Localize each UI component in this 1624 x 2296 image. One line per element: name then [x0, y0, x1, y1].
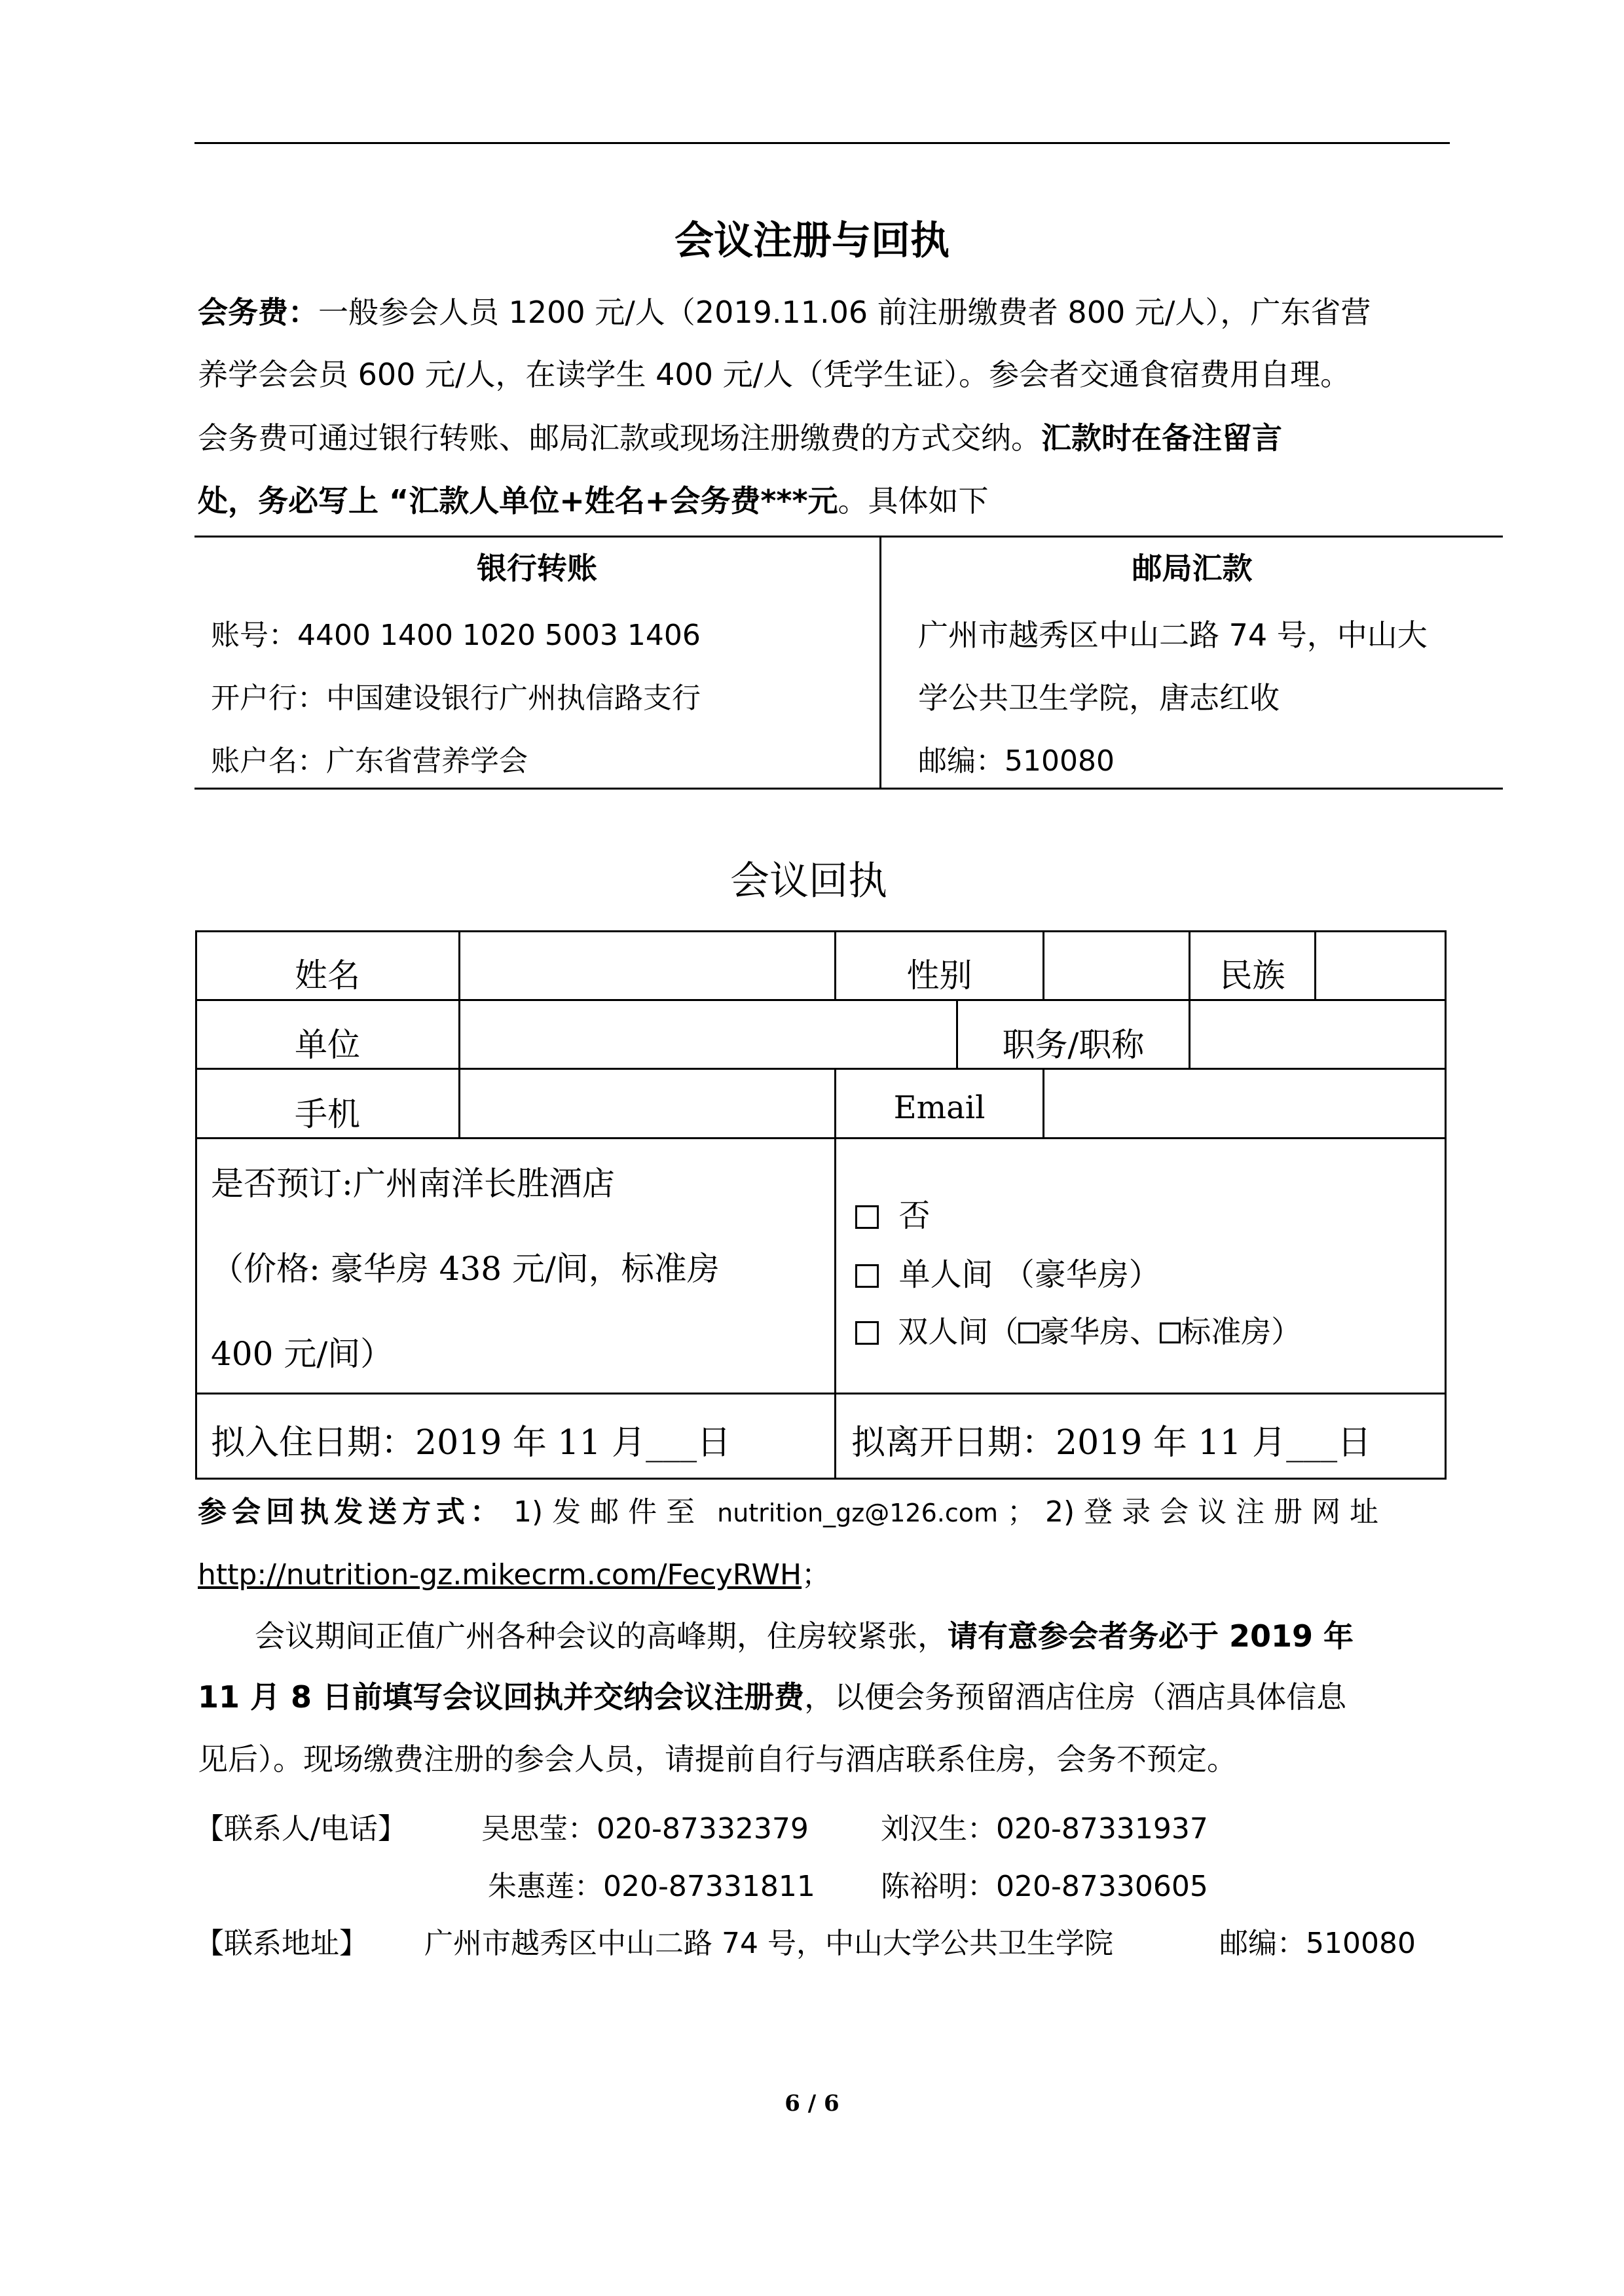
page-title: 会议注册与回执 [674, 218, 950, 264]
post-address-2: 学公共卫生学院，唐志红收 [918, 680, 1280, 716]
contact-2: 刘汉生：020-87331937 [881, 1812, 1208, 1846]
fee-line-3 [198, 419, 1282, 457]
contact-1: 吴思莹：020-87332379 [481, 1812, 809, 1846]
checkbox-deluxe[interactable] [1018, 1322, 1039, 1343]
payment-table-bottom [194, 788, 1503, 790]
ethnicity-field[interactable] [1316, 932, 1445, 999]
send-method-part1: 1) 发 邮 件 至 [513, 1495, 695, 1529]
fee-text-3b: 汇款时在备注留言 [1041, 420, 1282, 456]
fee-text-1: 一般参会人员 1200 元/人（2019.11.06 前注册缴费者 800 元/人），广东省营 [318, 295, 1371, 330]
option-single-label: 单人间 （豪华房） [898, 1256, 1160, 1293]
notice-text-2a: 11 月 8 日前填写会议回执并交纳会议注册费 [198, 1679, 805, 1715]
contact-4: 陈裕明：020-87330605 [881, 1870, 1208, 1903]
company-field[interactable] [460, 1001, 956, 1068]
option-double[interactable] [855, 1308, 1301, 1351]
option-no[interactable] [855, 1190, 931, 1235]
fee-text-3a: 会务费可通过银行转账、邮局汇款或现场注册缴费的方式交纳。 [198, 420, 1041, 456]
option-no-label: 否 [898, 1197, 931, 1234]
payment-table-top [194, 536, 1503, 538]
checkbox-standard[interactable] [1160, 1322, 1181, 1343]
contact-address: 广州市越秀区中山二路 74 号，中山大学公共卫生学院 [424, 1927, 1113, 1960]
position-label: 职务/职称 [1002, 1026, 1145, 1064]
form-line-bottom [195, 1478, 1447, 1480]
form-line-4 [195, 1393, 1447, 1394]
email-label: Email [893, 1089, 986, 1126]
hotel-question-2: （价格: 豪华房 438 元/间，标准房 [211, 1250, 720, 1288]
phone-label: 手机 [295, 1095, 360, 1133]
bank-account-name: 账户名：广东省营养学会 [211, 744, 528, 778]
send-method-line [198, 1494, 1378, 1531]
checkbox-double[interactable] [855, 1321, 879, 1345]
phone-field[interactable] [460, 1070, 834, 1137]
send-url-tail: ； [802, 1558, 831, 1592]
fee-text-4a: 处，务必写上 “汇款人单位+姓名+会务费***元 [198, 483, 838, 519]
contact-3: 朱惠莲：020-87331811 [488, 1870, 815, 1903]
hotel-question-1: 是否预订:广州南洋长胜酒店 [211, 1165, 615, 1203]
gender-label: 性别 [906, 957, 972, 994]
form-right-border [1445, 930, 1447, 1480]
checkout-date[interactable]: 拟离开日期：2019 年 11 月___日 [851, 1423, 1372, 1463]
ethnicity-label: 民族 [1219, 957, 1285, 994]
checkbox-no[interactable] [855, 1205, 879, 1229]
notice-line-3: 见后）。现场缴费注册的参会人员，请提前自行与酒店联系住房，会务不预定。 [198, 1741, 1237, 1777]
post-address-1: 广州市越秀区中山二路 74 号，中山大 [918, 617, 1428, 653]
hotel-question-3: 400 元/间） [211, 1335, 394, 1373]
fee-text-4b: 。具体如下 [838, 483, 989, 519]
contacts-label: 【联系人/电话】 [195, 1812, 407, 1846]
send-email[interactable]: nutrition_gz@126.com [717, 1499, 998, 1527]
send-method-part2: ； 2) 登 录 会 议 注 册 网 址 [1006, 1495, 1379, 1529]
option-deluxe-label: 豪华房、 [1039, 1314, 1160, 1349]
option-single[interactable] [855, 1249, 1160, 1294]
fee-line-1 [198, 293, 1371, 331]
bank-branch: 开户行：中国建设银行广州执信路支行 [211, 682, 701, 715]
send-url-line [198, 1557, 830, 1594]
notice-text-2b: ，以便会务预留酒店住房（酒店具体信息 [804, 1679, 1347, 1715]
option-double-label: 双人间（ [898, 1314, 1019, 1349]
page-number: 6 / 6 [784, 2090, 840, 2117]
post-code: 邮编：510080 [918, 744, 1115, 778]
bank-header: 银行转账 [477, 551, 597, 586]
bank-account: 账号：4400 1400 1020 5003 1406 [211, 619, 701, 652]
name-label: 姓名 [295, 957, 360, 994]
company-label: 单位 [295, 1026, 360, 1064]
header-rule [194, 142, 1450, 144]
notice-text-1b: 请有意参会者务必于 2019 年 [948, 1618, 1354, 1654]
notice-text-1a: 会议期间正值广州各种会议的高峰期，住房较紧张， [255, 1618, 948, 1654]
position-field[interactable] [1190, 1001, 1445, 1068]
fee-line-4 [198, 482, 989, 520]
address-label: 【联系地址】 [195, 1927, 368, 1960]
receipt-title: 会议回执 [730, 858, 887, 904]
form-v-r4 [834, 1137, 836, 1480]
post-header: 邮局汇款 [1132, 551, 1253, 586]
option-standard-label: 标准房） [1181, 1314, 1302, 1349]
contact-postcode: 邮编：510080 [1219, 1927, 1416, 1960]
form-left-border [195, 930, 197, 1480]
email-field[interactable] [1044, 1070, 1445, 1137]
gender-field[interactable] [1044, 932, 1189, 999]
form-line-3 [195, 1137, 1447, 1139]
fee-line-2: 养学会会员 600 元/人，在读学生 400 元/人（凭学生证）。参会者交通食宿费用自理。 [198, 357, 1351, 392]
name-field[interactable] [460, 932, 834, 999]
send-method-label: 参会回执发送方式： [198, 1495, 504, 1529]
notice-line-1 [255, 1617, 1354, 1655]
notice-line-2 [198, 1678, 1346, 1716]
checkbox-single[interactable] [855, 1264, 879, 1288]
registration-link[interactable]: http://nutrition-gz.mikecrm.com/FecyRWH [198, 1558, 802, 1592]
checkin-date[interactable]: 拟入住日期：2019 年 11 月___日 [211, 1423, 731, 1463]
fee-label: 会务费： [198, 295, 318, 330]
